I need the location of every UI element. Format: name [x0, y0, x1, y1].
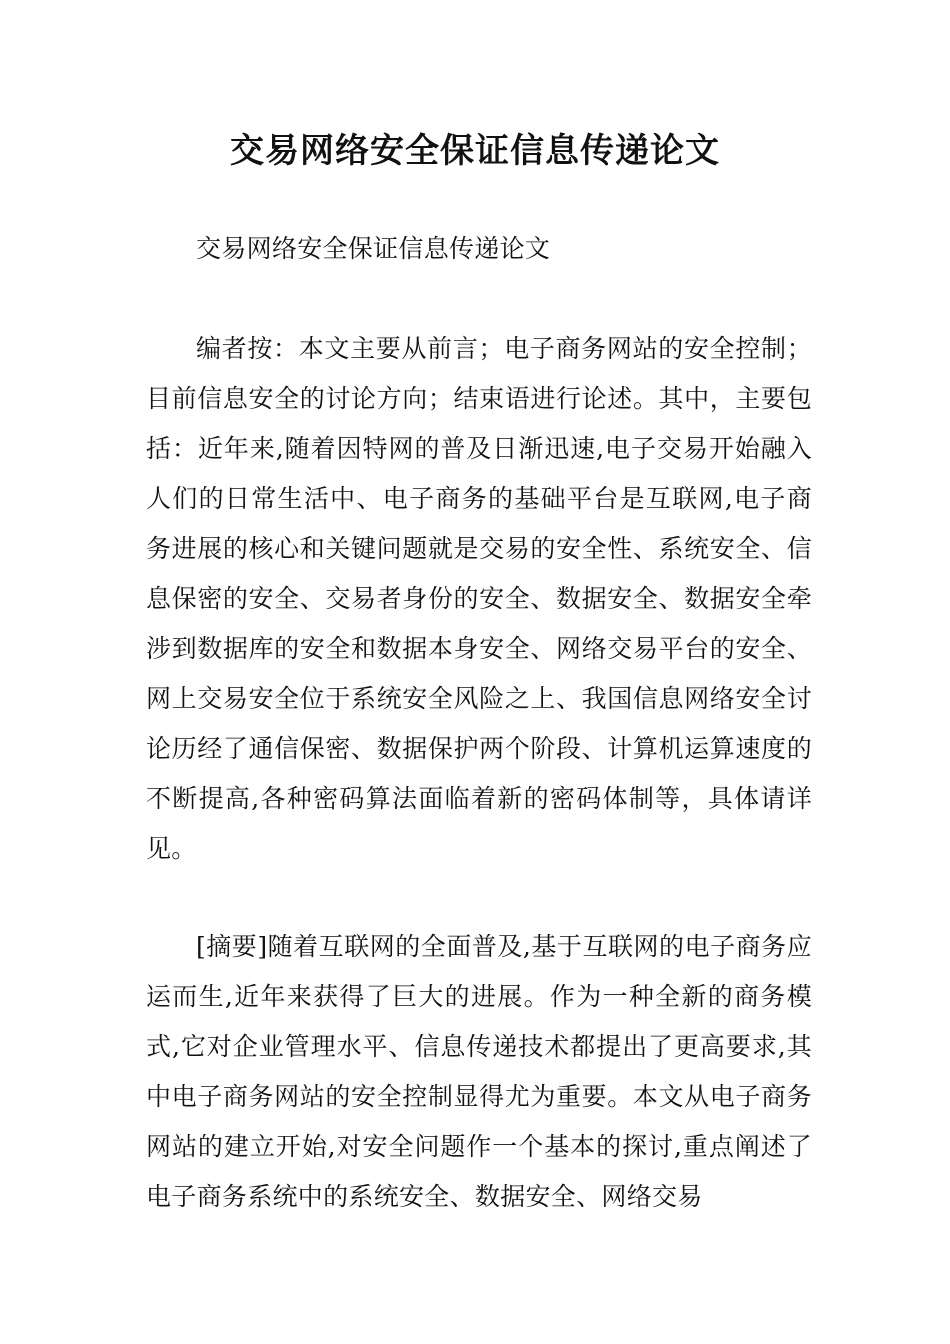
document-title: 交易网络安全保证信息传递论文: [230, 131, 720, 171]
abstract-paragraph: [摘要]随着互联网的全面普及,基于互联网的电子商务应运而生,近年来获得了巨大的进展。作为一种全新的商务模式,它对企业管理水平、信息传递技术都提出了更高要求,其中电子商务网站的安全控制显得尤为重要。本文从电子商务网站的建立开始,对安全问题作一个基本的探讨,重点阐述了电子商务系统中的系统安全、数据安全、网络交易: [146, 932, 812, 1211]
editor-note-paragraph: 编者按：本文主要从前言；电子商务网站的安全控制；目前信息安全的讨论方向；结束语进行论述。其中，主要包括：近年来,随着因特网的普及日渐迅速,电子交易开始融入人们的日常生活中、电子商务的基础平台是互联网,电子商务进展的核心和关键问题就是交易的安全性、系统安全、信息保密的安全、交易者身份的安全、数据安全、数据安全牵涉到数据库的安全和数据本身安全、网络交易平台的安全、网上交易安全位于系统安全风险之上、我国信息网络安全讨论历经了通信保密、数据保护两个阶段、计算机运算速度的不断提高,各种密码算法面临着新的密码体制等，具体请详见。: [146, 334, 812, 863]
document-subtitle: 交易网络安全保证信息传递论文: [196, 234, 551, 263]
